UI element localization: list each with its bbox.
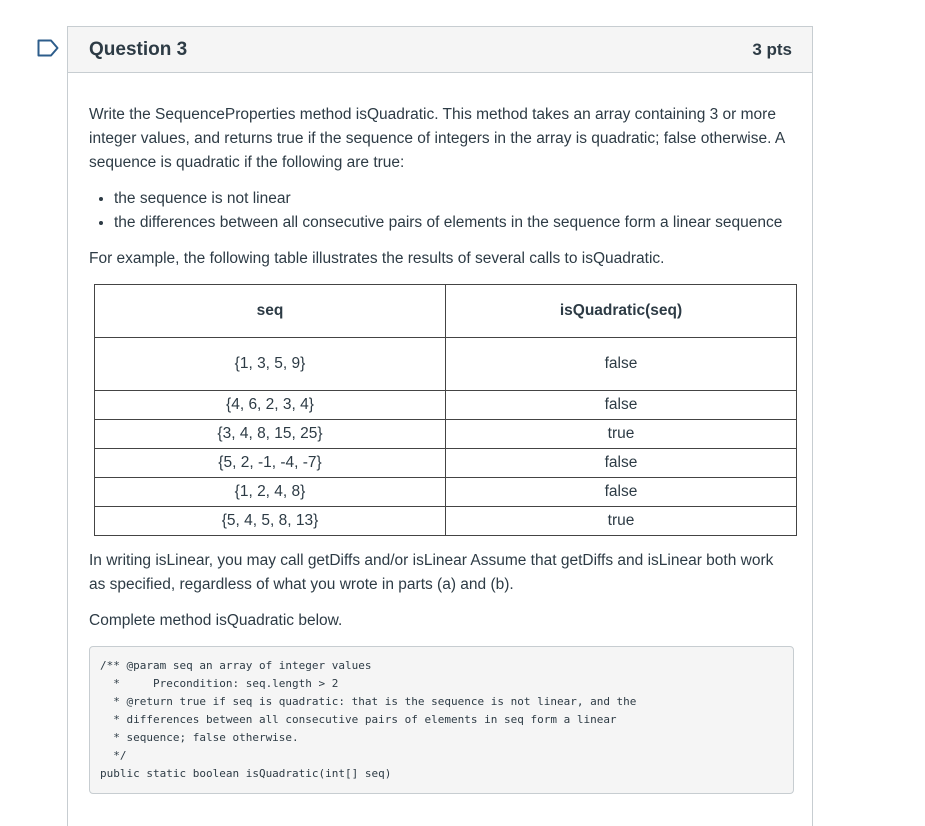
code-line: * sequence; false otherwise.: [100, 731, 299, 744]
cell-seq: {1, 3, 5, 9}: [95, 338, 446, 391]
writing-instructions: In writing isLinear, you may call getDiffs and/or isLinear Assume that getDiffs and isLinear both work as specified, regardless of what you wrote in parts (a) and (b).: [89, 552, 774, 593]
table-row: [95, 478, 797, 507]
question-card: [67, 26, 813, 826]
table-row: [95, 420, 797, 449]
code-line: * differences between all consecutive pairs of elements in seq form a linear: [100, 713, 617, 726]
column-header-seq: seq: [95, 285, 446, 338]
list-item: • the sequence is not linear: [114, 187, 792, 211]
example-text: For example, the following table illustrates the results of several calls to isQuadratic.: [89, 250, 665, 267]
code-line: public static boolean isQuadratic(int[] seq): [100, 767, 392, 780]
table-row: [95, 507, 797, 536]
code-line: * @return true if seq is quadratic: that is the sequence is not linear, and the: [100, 695, 637, 708]
question-body: [68, 73, 812, 794]
list-item: • the differences between all consecutive pairs of elements in the sequence form a linear sequence: [114, 211, 792, 235]
cell-seq: {4, 6, 2, 3, 4}: [95, 391, 446, 420]
table-row: [95, 338, 797, 391]
question-points: 3 pts: [752, 39, 792, 59]
cell-result: false: [446, 338, 797, 391]
question-title: Question 3: [89, 38, 188, 60]
cell-result: false: [446, 391, 797, 420]
complete-instructions: Complete method isQuadratic below.: [89, 612, 343, 629]
column-header-result: isQuadratic(seq): [446, 285, 797, 338]
table-header-row: [95, 285, 797, 338]
conditions-list: [89, 187, 792, 235]
cell-result: true: [446, 420, 797, 449]
cell-result: false: [446, 478, 797, 507]
code-line: /** @param seq an array of integer values: [100, 659, 372, 672]
code-line: * Precondition: seq.length > 2: [100, 677, 339, 690]
cell-seq: {1, 2, 4, 8}: [95, 478, 446, 507]
flag-question-icon[interactable]: [37, 39, 59, 57]
code-block: [89, 646, 794, 794]
cell-seq: {5, 4, 5, 8, 13}: [95, 507, 446, 536]
table-row: [95, 391, 797, 420]
cell-result: false: [446, 449, 797, 478]
table-row: [95, 449, 797, 478]
question-intro: Write the SequenceProperties method isQuadratic. This method takes an array containing 3 or more integer values, and returns true if the sequence of integers in the array is quadratic; false otherwise. A sequence is quadratic if the following are true:: [89, 106, 785, 171]
cell-seq: {5, 2, -1, -4, -7}: [95, 449, 446, 478]
cell-result: true: [446, 507, 797, 536]
code-line: */: [100, 749, 127, 762]
examples-table: [94, 284, 797, 536]
cell-seq: {3, 4, 8, 15, 25}: [95, 420, 446, 449]
question-header: [68, 27, 812, 73]
